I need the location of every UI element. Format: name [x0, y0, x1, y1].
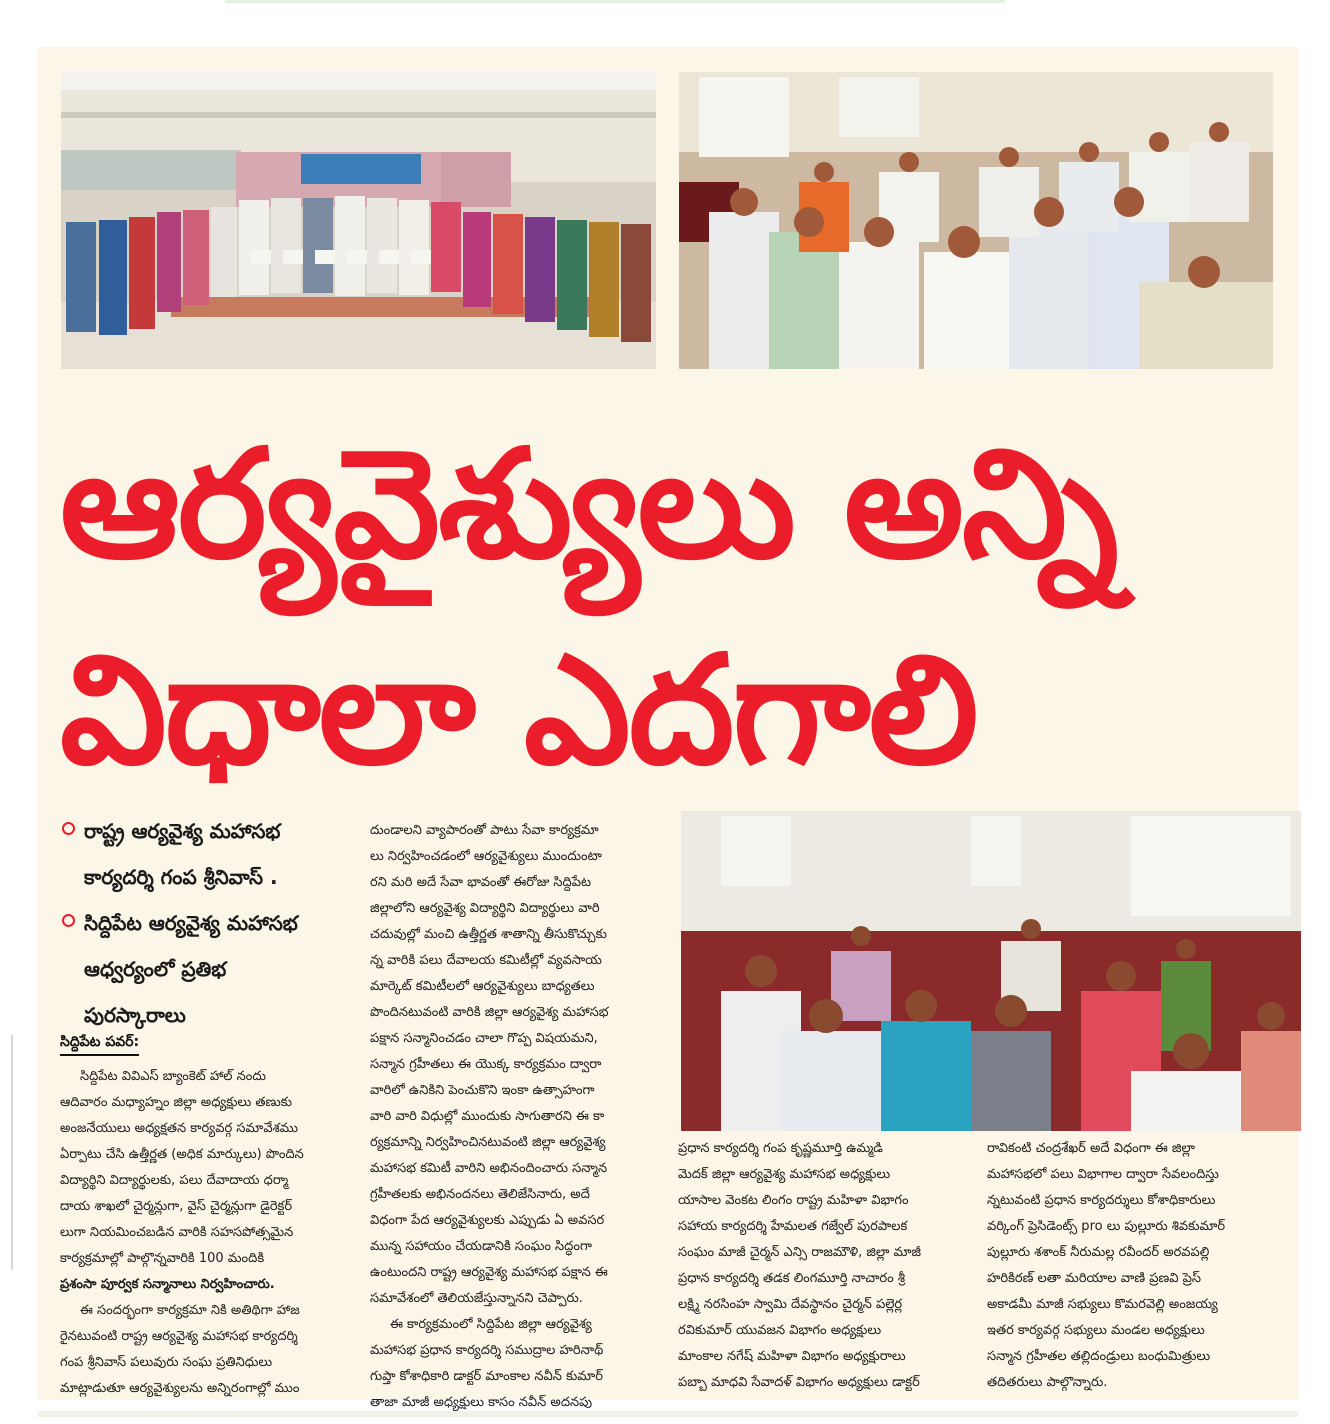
- body-line: రవికుమార్ యువజన విభాగం అధ్యక్షులు: [678, 1323, 882, 1338]
- body-line: గుప్తా కోశాధికారి డాక్టర్ మాంకాల నవీన్ కుమార్: [370, 1369, 603, 1384]
- group-photo-award-recipients: [61, 72, 656, 369]
- body-line: ప్రధాన కార్యదర్శి తడక లింగమూర్తి నాచారం శ్రీ: [678, 1271, 905, 1286]
- body-line: ర్యక్రమాన్ని నిర్వహించినటువంటి జిల్లా ఆర్యవైశ్య: [370, 1135, 606, 1150]
- body-line: అంజనేయులు అధ్యక్షతన కార్యవర్గ సమావేశము: [60, 1121, 298, 1136]
- body-line: హరికిరణ్ లతా మరియాల వాణి ప్రణవి ప్రెస్: [987, 1271, 1201, 1286]
- body-line: న్నటువంటి ప్రధాన కార్యదర్శులు కోశాధికారులు: [987, 1193, 1216, 1208]
- body-line: మెదక్ జిల్లా ఆర్యవైశ్య మహాసభ అధ్యక్షులు: [678, 1167, 891, 1182]
- highlight-item: [60, 900, 360, 1038]
- highlights: [60, 808, 360, 1038]
- margin-line: [11, 1035, 13, 1270]
- headline-line-1: ఆర్యవైశ్యులు అన్ని: [60, 418, 1117, 592]
- body-line: సన్మాన గ్రహీతల తల్లిదండ్రులు బంధుమిత్రులు: [987, 1349, 1211, 1364]
- body-line: దాయ శాఖలో చైర్మన్లుగా, వైస్ చైర్మన్లుగా డైరెక్టర్: [60, 1199, 293, 1214]
- top-rule: [225, 0, 1005, 3]
- article-column-4: [987, 1136, 1287, 1396]
- headline-line-2: విధాలా ఎదగాలి: [60, 624, 977, 798]
- body-line: రని మరి అదే సేవా భావంతో ఈరోజు సిద్దిపేట: [370, 875, 592, 890]
- body-line: వారి వారి విధుల్లో ముందుకు సాగుతారని ఈ కా: [370, 1109, 605, 1124]
- body-line: పుల్లూరు శశాంక్ నీరుమల్ల రవీందర్ అరవపల్లి: [987, 1245, 1210, 1260]
- body-line: సన్మాన గ్రహీతలు ఈ యొక్క కార్యక్రమం ద్వారా: [370, 1057, 602, 1072]
- body-line: జిల్లాలోని ఆర్యవైశ్య విద్యార్థిని విద్యార్థులు వారి: [370, 901, 600, 916]
- body-line: మార్కెట్ కమిటీలలో ఆర్యవైశ్యులు బాధ్యతలు: [370, 979, 595, 994]
- body-line: కార్యక్రమాల్లో పాల్గొన్నవారికి 100 మందికి: [60, 1251, 265, 1266]
- bottom-rule: [38, 1411, 1298, 1417]
- body-line: లుగా నియమించబడిన వారికి సహసపోత్సమైన: [60, 1225, 294, 1240]
- body-line: వర్కింగ్ ప్రెసిడెంట్స్ pro లు పుల్లూరు శివకుమార్: [987, 1219, 1226, 1234]
- body-line: మాట్లాడుతూ ఆర్యవైశ్యులను అన్నిరంగాల్లో ముం: [60, 1381, 300, 1396]
- body-line: విధంగా పేద ఆర్యవైశ్యులకు ఎప్పుడు ఏ అవసర: [370, 1213, 605, 1228]
- body-line: పబ్బా మాధవి సేవాదళ్ విభాగం అధ్యక్షులు డాక్టర్: [678, 1375, 920, 1390]
- body-line: న్న వారికి పలు దేవాలయ కమిటీల్లో వ్యవసాయ: [370, 953, 602, 968]
- body-line: యాసాల వెంకట లింగం రాష్ట్ర మహిళా విభాగం: [678, 1193, 909, 1208]
- body-line: తాజా మాజీ అధ్యక్షులు కాసం నవీన్ అదనపు: [370, 1395, 593, 1410]
- body-line: లు నిర్వహించడంలో ఆర్యవైశ్యులు ముందుంటా: [370, 849, 602, 864]
- body-line: ఏర్పాటు చేసి ఉత్తీర్ణత (అధిక మార్కులు) పొందిన: [60, 1147, 304, 1162]
- highlight-line: పురస్కారాలు: [84, 1003, 186, 1027]
- body-line: ప్రధాన కార్యదర్శి గంప కృష్ణమూర్తి ఉమ్మడి: [678, 1141, 883, 1156]
- audience-photo-seated-men: [679, 72, 1273, 369]
- body-line: అకాడమీ మాజీ సభ్యులు కొమరవెల్లి అంజయ్య: [987, 1297, 1218, 1312]
- body-line: ఇతర కార్యవర్గ సభ్యులు మండల అధ్యక్షులు: [987, 1323, 1205, 1338]
- body-line: తదితరులు పాల్గొన్నారు.: [987, 1375, 1108, 1390]
- body-line: మహాసభ ప్రధాన కార్యదర్శి సముద్రాల హరినాథ్: [370, 1343, 604, 1358]
- body-line: సిద్దిపేట వివిఎస్ బ్యాంకెట్ హాల్ నందు: [80, 1069, 267, 1084]
- body-line: సహాయ కార్యదర్శి హేమలత గజ్వేల్ పురపాలక: [678, 1219, 908, 1234]
- highlight-item: [60, 808, 360, 900]
- body-line: ఆదివారం మధ్యాహ్నం జిల్లా అధ్యక్షులు తణుకు: [60, 1095, 293, 1110]
- body-line: విద్యార్థిని విద్యార్థులకు, పలు దేవాదాయ ధర్మా: [60, 1173, 289, 1188]
- article-column-2: [370, 818, 660, 1416]
- body-line: సమావేశంలో తెలియజేస్తున్నానని చెప్పారు.: [370, 1291, 583, 1306]
- body-line: రావికంటి చంద్రశేఖర్ అదే విధంగా ఈ జిల్లా: [987, 1141, 1196, 1156]
- highlight-line: సిద్దిపేట ఆర్యవైశ్య మహాసభ: [84, 911, 298, 935]
- body-line: ఉంటుందని రాష్ట్ర ఆర్యవైశ్య మహాసభ పక్షాన ఈ: [370, 1265, 608, 1280]
- body-line: పొందినటువంటి వారికి జిల్లా ఆర్యవైశ్య మహాసభ: [370, 1005, 609, 1020]
- body-line: మాంకాల నగేష్ మహిళా విభాగం అధ్యక్షురాలు: [678, 1349, 906, 1364]
- body-line: గంప శ్రీనివాస్ పలువురు సంఘ ప్రతినిధులు: [60, 1355, 273, 1370]
- highlight-line: ఆధ్వర్యంలో ప్రతిభ: [84, 957, 227, 981]
- article-column-3: [678, 1136, 968, 1396]
- dateline: సిద్దిపేట పవర్:: [60, 1034, 139, 1056]
- body-line: ఈ కార్యక్రమంలో సిద్దిపేట జిల్లా ఆర్యవైశ్య: [390, 1317, 592, 1332]
- highlight-line: కార్యదర్శి గంప శ్రీనివాస్ .: [84, 865, 278, 889]
- body-line: సంఘం మాజీ చైర్మన్ ఎన్సి రాజమౌళి, జిల్లా మాజీ: [678, 1245, 922, 1260]
- body-line: లక్ష్మి నరసింహ స్వామి దేవస్థానం చైర్మన్ పల్లెర్ల: [678, 1297, 903, 1312]
- bullet-circle-icon: [62, 914, 75, 927]
- body-line: మహాసభలో పలు విభాగాల ద్వారా సేవలందిస్తు: [987, 1167, 1219, 1182]
- body-line: రైనటువంటి రాష్ట్ర ఆర్యవైశ్య మహాసభ కార్యదర్శి: [60, 1329, 298, 1344]
- body-line: దుండాలని వ్యాపారంతో పాటు సేవా కార్యక్రమా: [370, 823, 599, 838]
- article-column-1: [60, 1064, 350, 1402]
- bullet-circle-icon: [62, 822, 75, 835]
- audience-photo-hall: [681, 811, 1301, 1131]
- highlight-line: రాష్ట్ర ఆర్యవైశ్య మహాసభ: [84, 819, 281, 843]
- body-line: ఈ సందర్భంగా కార్యక్రమా నికి అతిథిగా హాజ: [80, 1303, 300, 1318]
- body-line: పక్షాన సన్మానించడం చాలా గొప్ప విషయమని,: [370, 1031, 598, 1046]
- body-line: మహాసభ కమిటీ వారిని అభినందించారు సన్మాన: [370, 1161, 608, 1176]
- body-line: చదువుల్లో మంచి ఉత్తీర్ణత శాతాన్ని తీసుకొచ్చుకు: [370, 927, 607, 942]
- body-line: వారిలో ఉనికిని పెంచుకొని ఇంకా ఉత్సాహంగా: [370, 1083, 595, 1098]
- body-line: గ్రహీతలకు అభినందనలు తెలిజేసినారు, అదే: [370, 1187, 590, 1202]
- body-line: మున్న సహాయం చేయడానికి సంఘం సిద్ధంగా: [370, 1239, 592, 1254]
- body-line: ప్రశంసా పూర్వక సన్మానాలు నిర్వహించారు.: [60, 1277, 275, 1292]
